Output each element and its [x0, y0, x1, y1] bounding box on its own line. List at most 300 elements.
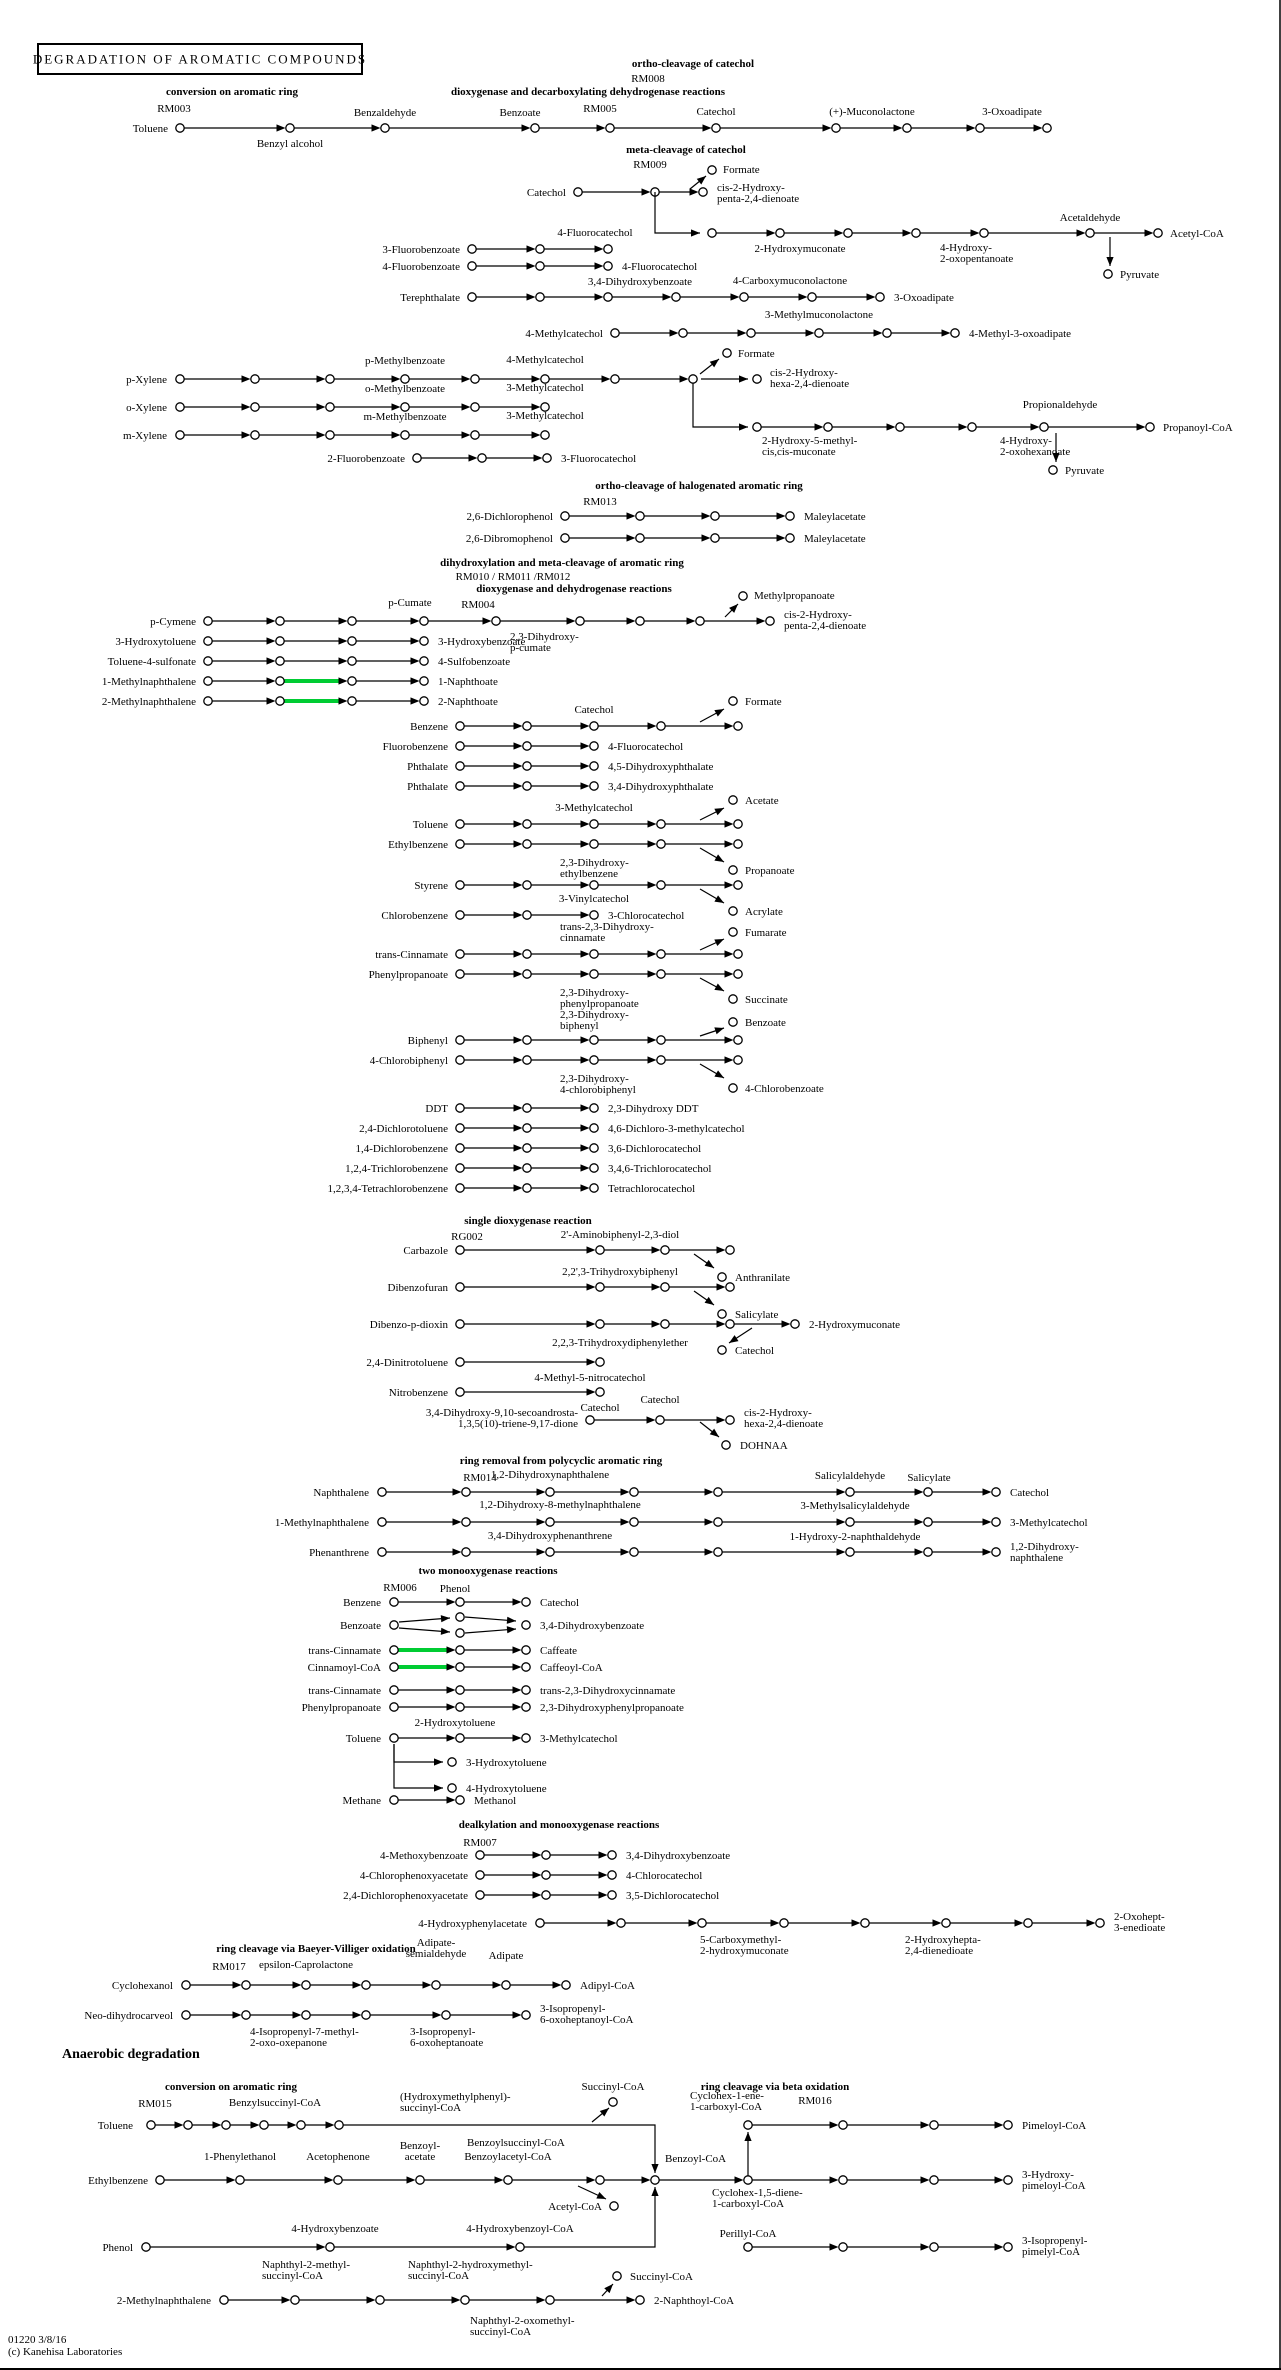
- compound-node[interactable]: [630, 1548, 638, 1556]
- compound-node[interactable]: [471, 431, 479, 439]
- module-label[interactable]: RM009: [633, 159, 667, 171]
- compound-node[interactable]: [536, 262, 544, 270]
- compound-node[interactable]: [176, 124, 184, 132]
- compound-node[interactable]: [204, 657, 212, 665]
- compound-node[interactable]: [729, 866, 737, 874]
- compound-node[interactable]: [492, 617, 500, 625]
- compound-node[interactable]: [726, 1246, 734, 1254]
- compound-node[interactable]: [362, 2011, 370, 2019]
- compound-node[interactable]: [679, 329, 687, 337]
- compound-node[interactable]: [251, 375, 259, 383]
- compound-node[interactable]: [786, 512, 794, 520]
- compound-node[interactable]: [468, 245, 476, 253]
- compound-node[interactable]: [708, 229, 716, 237]
- compound-node[interactable]: [242, 1981, 250, 1989]
- compound-node[interactable]: [596, 1358, 604, 1366]
- compound-node[interactable]: [456, 1388, 464, 1396]
- compound-node[interactable]: [657, 1056, 665, 1064]
- compound-node[interactable]: [596, 1388, 604, 1396]
- compound-node[interactable]: [606, 124, 614, 132]
- compound-node[interactable]: [608, 1871, 616, 1879]
- compound-node[interactable]: [1104, 270, 1112, 278]
- compound-node[interactable]: [846, 1548, 854, 1556]
- compound-node[interactable]: [522, 1686, 530, 1694]
- compound-node[interactable]: [456, 1686, 464, 1694]
- compound-node[interactable]: [176, 431, 184, 439]
- compound-node[interactable]: [734, 950, 742, 958]
- compound-node[interactable]: [462, 1518, 470, 1526]
- compound-node[interactable]: [786, 534, 794, 542]
- compound-node[interactable]: [672, 293, 680, 301]
- compound-node[interactable]: [896, 423, 904, 431]
- compound-node[interactable]: [531, 124, 539, 132]
- compound-node[interactable]: [636, 617, 644, 625]
- compound-node[interactable]: [523, 1036, 531, 1044]
- compound-node[interactable]: [734, 722, 742, 730]
- compound-node[interactable]: [1004, 2121, 1012, 2129]
- compound-node[interactable]: [726, 1320, 734, 1328]
- compound-node[interactable]: [523, 950, 531, 958]
- module-label[interactable]: RM005: [583, 103, 617, 115]
- compound-node[interactable]: [590, 1144, 598, 1152]
- module-label[interactable]: RM010 / RM011 /RM012: [455, 571, 571, 583]
- compound-node[interactable]: [1146, 423, 1154, 431]
- compound-node[interactable]: [846, 1488, 854, 1496]
- compound-node[interactable]: [276, 637, 284, 645]
- module-label[interactable]: RM013: [583, 496, 617, 508]
- compound-node[interactable]: [861, 1919, 869, 1927]
- compound-node[interactable]: [378, 1548, 386, 1556]
- compound-node[interactable]: [456, 970, 464, 978]
- compound-node[interactable]: [596, 1246, 604, 1254]
- compound-node[interactable]: [723, 349, 731, 357]
- compound-node[interactable]: [471, 403, 479, 411]
- compound-node[interactable]: [381, 124, 389, 132]
- compound-node[interactable]: [456, 1036, 464, 1044]
- compound-node[interactable]: [815, 329, 823, 337]
- compound-node[interactable]: [699, 188, 707, 196]
- compound-node[interactable]: [456, 722, 464, 730]
- compound-node[interactable]: [156, 2176, 164, 2184]
- compound-node[interactable]: [590, 1184, 598, 1192]
- compound-node[interactable]: [456, 742, 464, 750]
- compound-node[interactable]: [657, 881, 665, 889]
- compound-node[interactable]: [604, 262, 612, 270]
- compound-node[interactable]: [744, 2243, 752, 2251]
- compound-node[interactable]: [456, 1703, 464, 1711]
- compound-node[interactable]: [590, 722, 598, 730]
- compound-node[interactable]: [420, 697, 428, 705]
- compound-node[interactable]: [456, 840, 464, 848]
- compound-node[interactable]: [590, 840, 598, 848]
- compound-node[interactable]: [689, 375, 697, 383]
- compound-node[interactable]: [546, 1518, 554, 1526]
- compound-node[interactable]: [182, 1981, 190, 1989]
- compound-node[interactable]: [442, 2011, 450, 2019]
- compound-node[interactable]: [184, 2121, 192, 2129]
- compound-node[interactable]: [903, 124, 911, 132]
- compound-node[interactable]: [478, 454, 486, 462]
- compound-node[interactable]: [522, 1621, 530, 1629]
- compound-node[interactable]: [561, 512, 569, 520]
- compound-node[interactable]: [456, 1283, 464, 1291]
- compound-node[interactable]: [242, 2011, 250, 2019]
- compound-node[interactable]: [182, 2011, 190, 2019]
- compound-node[interactable]: [523, 1056, 531, 1064]
- compound-node[interactable]: [456, 911, 464, 919]
- compound-node[interactable]: [604, 293, 612, 301]
- compound-node[interactable]: [1040, 423, 1048, 431]
- compound-node[interactable]: [420, 617, 428, 625]
- compound-node[interactable]: [378, 1488, 386, 1496]
- compound-node[interactable]: [740, 293, 748, 301]
- compound-node[interactable]: [839, 2243, 847, 2251]
- compound-node[interactable]: [523, 1184, 531, 1192]
- compound-node[interactable]: [523, 1104, 531, 1112]
- compound-node[interactable]: [516, 2243, 524, 2251]
- compound-node[interactable]: [390, 1703, 398, 1711]
- compound-node[interactable]: [476, 1891, 484, 1899]
- compound-node[interactable]: [176, 403, 184, 411]
- compound-node[interactable]: [714, 1488, 722, 1496]
- compound-node[interactable]: [348, 617, 356, 625]
- compound-node[interactable]: [711, 512, 719, 520]
- compound-node[interactable]: [251, 431, 259, 439]
- compound-node[interactable]: [147, 2121, 155, 2129]
- compound-node[interactable]: [456, 1104, 464, 1112]
- compound-node[interactable]: [824, 423, 832, 431]
- compound-node[interactable]: [456, 1164, 464, 1172]
- module-label[interactable]: RM008: [631, 73, 665, 85]
- compound-node[interactable]: [609, 2098, 617, 2106]
- compound-node[interactable]: [734, 820, 742, 828]
- compound-node[interactable]: [734, 970, 742, 978]
- compound-node[interactable]: [468, 262, 476, 270]
- compound-node[interactable]: [420, 657, 428, 665]
- compound-node[interactable]: [924, 1518, 932, 1526]
- compound-node[interactable]: [726, 1283, 734, 1291]
- compound-node[interactable]: [420, 637, 428, 645]
- compound-node[interactable]: [776, 229, 784, 237]
- compound-node[interactable]: [808, 293, 816, 301]
- compound-node[interactable]: [714, 1548, 722, 1556]
- compound-node[interactable]: [718, 1346, 726, 1354]
- compound-node[interactable]: [590, 1104, 598, 1112]
- compound-node[interactable]: [980, 229, 988, 237]
- compound-node[interactable]: [596, 1320, 604, 1328]
- compound-node[interactable]: [661, 1246, 669, 1254]
- compound-node[interactable]: [390, 1663, 398, 1671]
- compound-node[interactable]: [590, 881, 598, 889]
- compound-node[interactable]: [722, 1441, 730, 1449]
- compound-node[interactable]: [523, 1124, 531, 1132]
- compound-node[interactable]: [753, 375, 761, 383]
- compound-node[interactable]: [504, 2176, 512, 2184]
- compound-node[interactable]: [251, 403, 259, 411]
- compound-node[interactable]: [698, 1919, 706, 1927]
- compound-node[interactable]: [1154, 229, 1162, 237]
- compound-node[interactable]: [523, 1144, 531, 1152]
- compound-node[interactable]: [791, 1320, 799, 1328]
- compound-node[interactable]: [924, 1548, 932, 1556]
- compound-node[interactable]: [976, 124, 984, 132]
- compound-node[interactable]: [462, 1548, 470, 1556]
- compound-node[interactable]: [523, 911, 531, 919]
- compound-node[interactable]: [413, 454, 421, 462]
- compound-node[interactable]: [456, 1144, 464, 1152]
- compound-node[interactable]: [523, 762, 531, 770]
- compound-node[interactable]: [1043, 124, 1051, 132]
- compound-node[interactable]: [456, 1613, 464, 1621]
- compound-node[interactable]: [729, 796, 737, 804]
- compound-node[interactable]: [456, 1598, 464, 1606]
- compound-node[interactable]: [376, 2296, 384, 2304]
- compound-node[interactable]: [204, 697, 212, 705]
- compound-node[interactable]: [657, 950, 665, 958]
- compound-node[interactable]: [930, 2176, 938, 2184]
- compound-node[interactable]: [542, 1891, 550, 1899]
- compound-node[interactable]: [608, 1851, 616, 1859]
- compound-node[interactable]: [456, 1734, 464, 1742]
- compound-node[interactable]: [729, 995, 737, 1003]
- compound-node[interactable]: [718, 1310, 726, 1318]
- compound-node[interactable]: [297, 2121, 305, 2129]
- compound-node[interactable]: [1004, 2176, 1012, 2184]
- compound-node[interactable]: [657, 840, 665, 848]
- compound-node[interactable]: [236, 2176, 244, 2184]
- compound-node[interactable]: [846, 1518, 854, 1526]
- compound-node[interactable]: [992, 1548, 1000, 1556]
- compound-node[interactable]: [590, 911, 598, 919]
- compound-node[interactable]: [302, 2011, 310, 2019]
- compound-node[interactable]: [930, 2121, 938, 2129]
- compound-node[interactable]: [502, 1981, 510, 1989]
- compound-node[interactable]: [912, 229, 920, 237]
- compound-node[interactable]: [590, 820, 598, 828]
- compound-node[interactable]: [476, 1851, 484, 1859]
- compound-node[interactable]: [468, 293, 476, 301]
- compound-node[interactable]: [204, 637, 212, 645]
- compound-node[interactable]: [348, 697, 356, 705]
- compound-node[interactable]: [334, 2176, 342, 2184]
- compound-node[interactable]: [734, 1056, 742, 1064]
- compound-node[interactable]: [832, 124, 840, 132]
- compound-node[interactable]: [630, 1518, 638, 1526]
- compound-node[interactable]: [390, 1686, 398, 1694]
- compound-node[interactable]: [590, 1164, 598, 1172]
- compound-node[interactable]: [610, 2202, 618, 2210]
- compound-node[interactable]: [657, 1036, 665, 1044]
- compound-node[interactable]: [326, 2243, 334, 2251]
- compound-node[interactable]: [543, 454, 551, 462]
- compound-node[interactable]: [590, 762, 598, 770]
- compound-node[interactable]: [276, 697, 284, 705]
- compound-node[interactable]: [522, 1663, 530, 1671]
- compound-node[interactable]: [714, 1518, 722, 1526]
- compound-node[interactable]: [734, 840, 742, 848]
- compound-node[interactable]: [462, 1488, 470, 1496]
- compound-node[interactable]: [636, 534, 644, 542]
- compound-node[interactable]: [992, 1488, 1000, 1496]
- compound-node[interactable]: [590, 1036, 598, 1044]
- compound-node[interactable]: [348, 677, 356, 685]
- compound-node[interactable]: [522, 1646, 530, 1654]
- compound-node[interactable]: [656, 1416, 664, 1424]
- compound-node[interactable]: [968, 423, 976, 431]
- compound-node[interactable]: [456, 950, 464, 958]
- compound-node[interactable]: [390, 1796, 398, 1804]
- compound-node[interactable]: [522, 1598, 530, 1606]
- module-label[interactable]: RM016: [798, 2095, 832, 2107]
- compound-node[interactable]: [590, 782, 598, 790]
- compound-node[interactable]: [541, 431, 549, 439]
- compound-node[interactable]: [924, 1488, 932, 1496]
- compound-node[interactable]: [523, 881, 531, 889]
- compound-node[interactable]: [951, 329, 959, 337]
- compound-node[interactable]: [291, 2296, 299, 2304]
- compound-node[interactable]: [780, 1919, 788, 1927]
- compound-node[interactable]: [561, 534, 569, 542]
- compound-node[interactable]: [456, 1124, 464, 1132]
- compound-node[interactable]: [142, 2243, 150, 2251]
- module-label[interactable]: RG002: [451, 1231, 483, 1243]
- compound-node[interactable]: [326, 403, 334, 411]
- compound-node[interactable]: [604, 245, 612, 253]
- compound-node[interactable]: [839, 2176, 847, 2184]
- compound-node[interactable]: [576, 617, 584, 625]
- compound-node[interactable]: [542, 1871, 550, 1879]
- compound-node[interactable]: [590, 742, 598, 750]
- compound-node[interactable]: [448, 1758, 456, 1766]
- compound-node[interactable]: [613, 2272, 621, 2280]
- compound-node[interactable]: [220, 2296, 228, 2304]
- module-label[interactable]: RM017: [212, 1961, 246, 1973]
- compound-node[interactable]: [456, 1056, 464, 1064]
- compound-node[interactable]: [611, 375, 619, 383]
- compound-node[interactable]: [522, 2011, 530, 2019]
- compound-node[interactable]: [461, 2296, 469, 2304]
- compound-node[interactable]: [523, 1164, 531, 1172]
- compound-node[interactable]: [348, 637, 356, 645]
- compound-node[interactable]: [456, 782, 464, 790]
- compound-node[interactable]: [536, 1919, 544, 1927]
- compound-node[interactable]: [432, 1981, 440, 1989]
- compound-node[interactable]: [617, 1919, 625, 1927]
- compound-node[interactable]: [522, 1703, 530, 1711]
- compound-node[interactable]: [596, 2176, 604, 2184]
- compound-node[interactable]: [276, 677, 284, 685]
- compound-node[interactable]: [456, 881, 464, 889]
- compound-node[interactable]: [276, 657, 284, 665]
- module-label[interactable]: RM006: [383, 1582, 417, 1594]
- compound-node[interactable]: [390, 1621, 398, 1629]
- compound-node[interactable]: [992, 1518, 1000, 1526]
- compound-node[interactable]: [546, 2296, 554, 2304]
- compound-node[interactable]: [1086, 229, 1094, 237]
- compound-node[interactable]: [711, 534, 719, 542]
- compound-node[interactable]: [636, 512, 644, 520]
- compound-node[interactable]: [1049, 466, 1057, 474]
- compound-node[interactable]: [456, 1184, 464, 1192]
- compound-node[interactable]: [546, 1488, 554, 1496]
- compound-node[interactable]: [590, 1124, 598, 1132]
- compound-node[interactable]: [739, 592, 747, 600]
- compound-node[interactable]: [204, 677, 212, 685]
- compound-node[interactable]: [574, 188, 582, 196]
- module-label[interactable]: RM003: [157, 103, 191, 115]
- compound-node[interactable]: [729, 697, 737, 705]
- compound-node[interactable]: [942, 1919, 950, 1927]
- compound-node[interactable]: [390, 1646, 398, 1654]
- compound-node[interactable]: [401, 403, 409, 411]
- compound-node[interactable]: [362, 1981, 370, 1989]
- compound-node[interactable]: [636, 2296, 644, 2304]
- compound-node[interactable]: [523, 820, 531, 828]
- compound-node[interactable]: [608, 1891, 616, 1899]
- compound-node[interactable]: [476, 1871, 484, 1879]
- compound-node[interactable]: [708, 166, 716, 174]
- compound-node[interactable]: [546, 1548, 554, 1556]
- compound-node[interactable]: [596, 1283, 604, 1291]
- compound-node[interactable]: [930, 2243, 938, 2251]
- compound-node[interactable]: [260, 2121, 268, 2129]
- compound-node[interactable]: [729, 1084, 737, 1092]
- module-label[interactable]: RM015: [138, 2098, 172, 2110]
- compound-node[interactable]: [734, 881, 742, 889]
- compound-node[interactable]: [378, 1518, 386, 1526]
- compound-node[interactable]: [661, 1283, 669, 1291]
- compound-node[interactable]: [456, 1629, 464, 1637]
- compound-node[interactable]: [651, 2176, 659, 2184]
- compound-node[interactable]: [456, 1646, 464, 1654]
- compound-node[interactable]: [286, 124, 294, 132]
- compound-node[interactable]: [562, 1981, 570, 1989]
- compound-node[interactable]: [747, 329, 755, 337]
- module-label[interactable]: RM007: [463, 1837, 497, 1849]
- module-label[interactable]: RM014: [463, 1472, 497, 1484]
- compound-node[interactable]: [657, 722, 665, 730]
- compound-node[interactable]: [420, 677, 428, 685]
- compound-node[interactable]: [876, 293, 884, 301]
- compound-node[interactable]: [471, 375, 479, 383]
- compound-node[interactable]: [536, 245, 544, 253]
- compound-node[interactable]: [523, 742, 531, 750]
- compound-node[interactable]: [1096, 1919, 1104, 1927]
- compound-node[interactable]: [718, 1273, 726, 1281]
- compound-node[interactable]: [657, 970, 665, 978]
- compound-node[interactable]: [390, 1598, 398, 1606]
- compound-node[interactable]: [335, 2121, 343, 2129]
- compound-node[interactable]: [661, 1320, 669, 1328]
- compound-node[interactable]: [456, 1796, 464, 1804]
- compound-node[interactable]: [729, 928, 737, 936]
- compound-node[interactable]: [302, 1981, 310, 1989]
- compound-node[interactable]: [523, 970, 531, 978]
- compound-node[interactable]: [416, 2176, 424, 2184]
- compound-node[interactable]: [590, 950, 598, 958]
- compound-node[interactable]: [753, 423, 761, 431]
- compound-node[interactable]: [523, 782, 531, 790]
- compound-node[interactable]: [456, 820, 464, 828]
- compound-node[interactable]: [456, 1320, 464, 1328]
- compound-node[interactable]: [204, 617, 212, 625]
- compound-node[interactable]: [390, 1734, 398, 1742]
- compound-node[interactable]: [883, 329, 891, 337]
- compound-node[interactable]: [590, 1056, 598, 1064]
- compound-node[interactable]: [536, 293, 544, 301]
- compound-node[interactable]: [222, 2121, 230, 2129]
- compound-node[interactable]: [542, 1851, 550, 1859]
